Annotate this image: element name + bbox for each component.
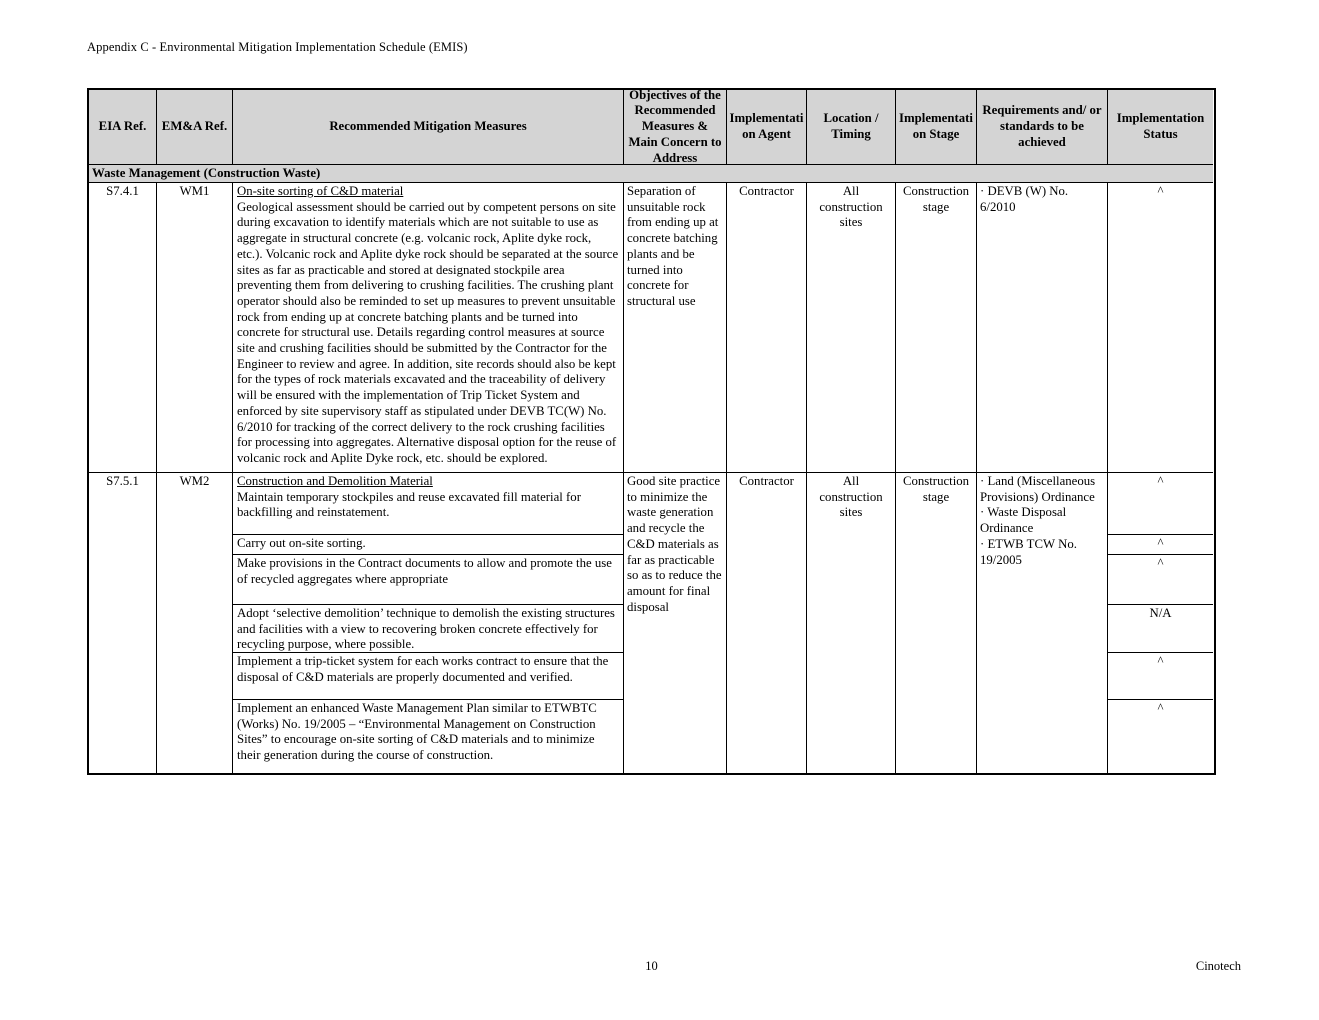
measure-body: Maintain temporary stockpiles and reuse excavated fill material for backfilling and reinstatement. — [237, 489, 581, 520]
objectives-cell: Separation of unsuitable rock from ending up at concrete batching plants and be turned into concrete for structural use — [624, 183, 727, 473]
col-header-status: Implementation Status — [1108, 90, 1213, 165]
status-subcell: ^ — [1108, 473, 1213, 535]
measures-cell — [233, 473, 624, 773]
col-header-objectives: Objectives of the Recommended Measures & Main Concern to Address — [624, 90, 727, 165]
col-header-eia-ref: EIA Ref. — [89, 90, 157, 165]
col-header-measures: Recommended Mitigation Measures — [233, 90, 624, 165]
col-header-location-timing: Location / Timing — [807, 90, 896, 165]
status-cell: ^ — [1108, 183, 1213, 473]
measure-subcell — [233, 473, 623, 535]
col-header-requirements: Requirements and/ or standards to be achieved — [977, 90, 1108, 165]
eia-ref-cell: S7.5.1 — [89, 473, 157, 773]
ema-ref-cell: WM1 — [157, 183, 233, 473]
emis-table — [87, 88, 1216, 775]
table-row — [89, 473, 1214, 773]
agent-cell: Contractor — [727, 183, 807, 473]
location-timing-cell: All construction sites — [807, 183, 896, 473]
eia-ref-cell: S7.4.1 — [89, 183, 157, 473]
status-subcell: ^ — [1108, 653, 1213, 700]
status-subcell: ^ — [1108, 555, 1213, 605]
requirement-item: · Waste Disposal Ordinance — [980, 505, 1067, 536]
footer-company: Cinotech — [1195, 959, 1241, 973]
agent-cell: Contractor — [727, 473, 807, 773]
section-row — [89, 165, 1214, 183]
col-header-ema-ref: EM&A Ref. — [157, 90, 233, 165]
requirement-item: · Land (Miscellaneous Provisions) Ordinance — [980, 474, 1096, 504]
measure-heading: On-site sorting of C&D material — [237, 184, 404, 198]
col-header-agent: Implementation Agent — [727, 90, 807, 165]
ema-ref-cell: WM2 — [157, 473, 233, 773]
measure-subcell: Adopt ‘selective demolition’ technique to demolish the existing structures and facilities with a view to recovering broken concrete effectively for recycling purpose, where possible. — [233, 605, 623, 653]
requirement-item: · ETWB TCW No. 19/2005 — [980, 536, 1077, 567]
measure-subcell: Carry out on-site sorting. — [233, 535, 623, 555]
table-row — [89, 183, 1214, 473]
stage-cell: Construction stage — [896, 473, 977, 773]
requirements-cell — [977, 473, 1108, 773]
location-timing-cell: All construction sites — [807, 473, 896, 773]
measure-subcell: Implement a trip-ticket system for each works contract to ensure that the disposal of C&D materials are properly documented and verified. — [233, 653, 623, 700]
page-number: 10 — [645, 959, 658, 973]
col-header-stage: Implementation Stage — [896, 90, 977, 165]
status-subcell: ^ — [1157, 701, 1164, 715]
status-cell — [1108, 473, 1213, 773]
objectives-cell: Good site practice to minimize the waste generation and recycle the C&D materials as far as practicable so as to reduce the amount for final disposal — [624, 473, 727, 773]
section-title: Waste Management (Construction Waste) — [89, 165, 1213, 183]
status-subcell: ^ — [1108, 535, 1213, 555]
measure-subcell: Make provisions in the Contract documents to allow and promote the use of recycled aggregates where appropriate — [233, 555, 623, 605]
requirements-cell — [977, 183, 1108, 473]
measure-heading: Construction and Demolition Material — [237, 474, 433, 488]
measure-body: Geological assessment should be carried out by competent persons on site during excavation to identify materials which are not suitable to use as aggregate in structural concrete (e.g. volcanic rock, Aplite dyke rock, etc.). Volcanic rock and Aplite dyke rock should be separated at the source sites as far as practicable and stored at designated stockpile area preventing them from delivering to crushing facilities. The crushing plant operator should also be reminded to set up measures to prevent unsuitable rock from ending up at concrete batching plants and be turned into concrete for structural use. Details regarding control measures at source site and crushing facilities should be submitted by the Contractor for the Engineer to review and agree. In addition, site records should also be kept for the types of rock materials excavated and the traceability of delivery will be ensured with the implementation of Trip Ticket System and enforced by site supervisory staff as stipulated under DEVB TC(W) No. 6/2010 for tracking of the correct delivery to the rock crushing facilities for processing into aggregates. Alternative disposal option for the reuse of volcanic rock and Aplite Dyke rock, etc. should be explored. — [237, 199, 619, 465]
page-title: Appendix C - Environmental Mitigation Implementation Schedule (EMIS) — [87, 40, 468, 54]
status-subcell: N/A — [1108, 605, 1213, 653]
table-header-row — [89, 90, 1214, 165]
stage-cell: Construction stage — [896, 183, 977, 473]
requirement-item: · DEVB (W) No. 6/2010 — [980, 184, 1069, 214]
measures-cell — [233, 183, 624, 473]
measure-subcell: Implement an enhanced Waste Management Plan similar to ETWBTC (Works) No. 19/2005 – “Environmental Management on Construction Sites” to encourage on-site sorting of C&D materials and to minimize their generation during the course of construction. — [237, 701, 597, 763]
